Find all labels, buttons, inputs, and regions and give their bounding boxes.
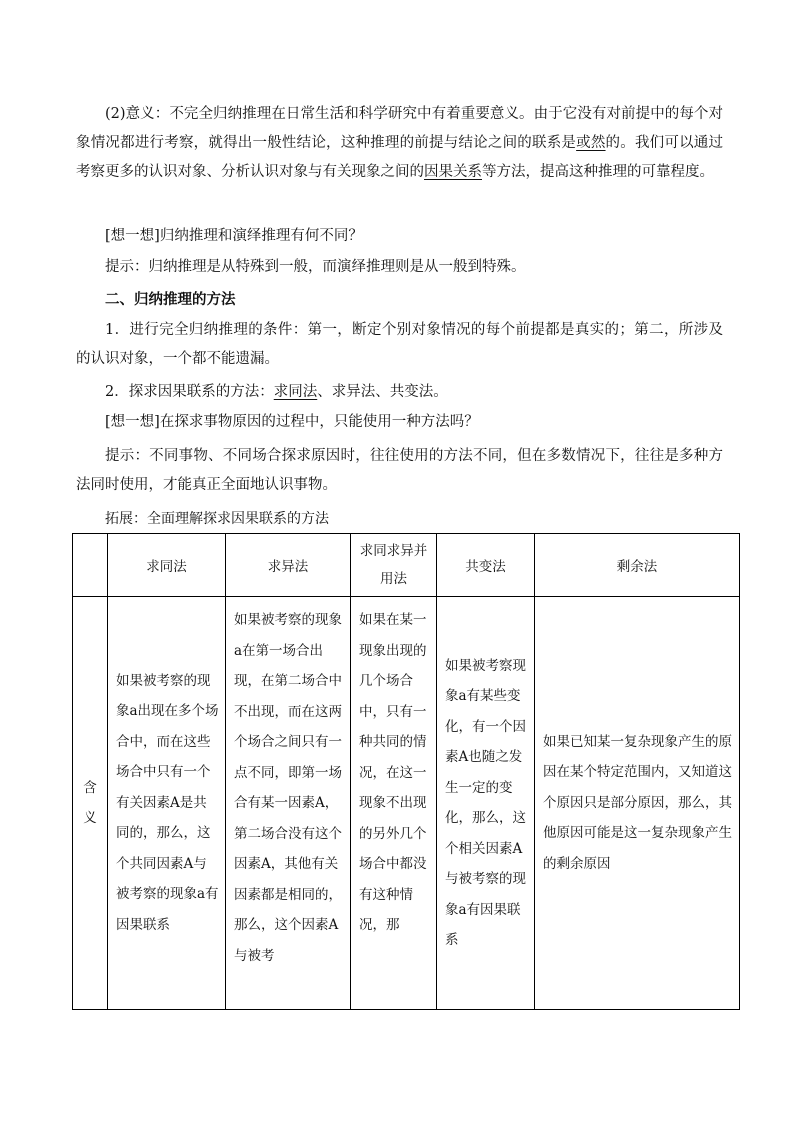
row-label-cell: 含义 (73, 597, 108, 1010)
section-heading: 二、归纳推理的方法 (105, 291, 236, 308)
text-fragment: (2)意义：不完全归纳推理在日常生活和科学研究中有着重要意义。由于它没有对前提中的每个对象情况都进行考察，就得出一般性结论，这种推理的前提与结论之间的联系是 (76, 106, 723, 151)
text-fragment: 等方法，提高这种推理的可靠程度。 (482, 164, 714, 180)
table-cell: 如果被考察现象a有某些变化，有一个因素A也随之发生一定的变化，那么，这个相关因素A与被考察的现象a有因果联系 (437, 597, 535, 1010)
table-row (73, 597, 740, 1010)
extension-caption: 拓展：全面理解探求因果联系的方法 (105, 511, 329, 527)
table-header-row (73, 534, 740, 597)
think-question-2: [想一想]在探求事物原因的过程中，只能使用一种方法吗？ (105, 414, 479, 430)
underlined-term: 因果关系 (424, 164, 482, 180)
method-item-2 (76, 378, 723, 407)
underlined-term: 或然 (576, 135, 606, 151)
underlined-term: 求同法 (273, 384, 318, 400)
table-cell: 如果被考察的现象a在第一场合出现，在第二场合中不出现，而在这两个场合之间只有一点不同，即第一场合有某一因素A，第二场合没有这个因素A，其他有关因素都是相同的，那么，这个因素A与被考 (226, 597, 351, 1010)
method-item-1: 1．进行完全归纳推理的条件：第一，断定个别对象情况的每个前提都是真实的；第二，所涉及的认识对象，一个都不能遗漏。 (76, 322, 723, 367)
header-cell-blank (73, 534, 108, 597)
header-cell: 求同求异并用法 (351, 534, 437, 597)
hint-2: 提示：不同事物、不同场合探求原因时，往往使用的方法不同，但在多数情况下，往往是多种方法同时使用，才能真正全面地认识事物。 (76, 448, 723, 493)
causal-methods-table (72, 533, 740, 1010)
text-fragment: 的。我们可以通过考察更多的认识对象、分析认识对象与有关现象之间的 (76, 135, 724, 180)
hint-1: 提示：归纳推理是从特殊到一般，而演绎推理则是从一般到特殊。 (105, 259, 526, 275)
text-fragment: 、求异法、共变法。 (317, 384, 448, 400)
significance-paragraph (76, 100, 723, 187)
table-cell: 如果在某一现象出现的几个场合中，只有一种共同的情况，在这一现象不出现的另外几个场合中都没有这种情况，那 (351, 597, 437, 1010)
text-fragment: 2．探求因果联系的方法： (105, 384, 274, 400)
header-cell: 共变法 (437, 534, 535, 597)
think-question-1: [想一想]归纳推理和演绎推理有何不同？ (105, 228, 363, 244)
header-cell: 剩余法 (535, 534, 740, 597)
header-cell: 求异法 (226, 534, 351, 597)
table-cell: 如果被考察的现象a出现在多个场合中，而在这些场合中只有一个有关因素A是共同的，那么，这个共同因素A与被考察的现象a有因果联系 (108, 597, 226, 1010)
table-cell: 如果已知某一复杂现象产生的原因在某个特定范围内，又知道这个原因只是部分原因，那么，其他原因可能是这一复杂现象产生的剩余原因 (535, 597, 740, 1010)
header-cell: 求同法 (108, 534, 226, 597)
